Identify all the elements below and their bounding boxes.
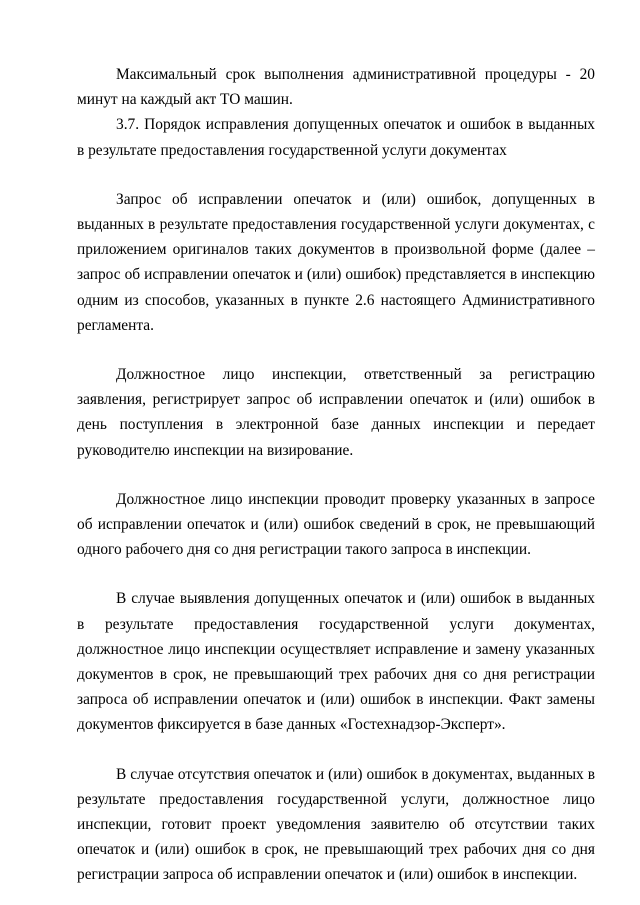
paragraph-registration: Должностное лицо инспекции, ответственный за регистрацию заявления, регистрирует запрос об исправлении опечаток и (или) ошибок в день поступления в электронной базе данных инспекции и передает руководителю инспекции на визирование. (77, 366, 595, 459)
document-page (77, 62, 595, 888)
paragraph-verification: Должностное лицо инспекции проводит проверку указанных в запросе об исправлении опечаток и (или) ошибок сведений в срок, не превышающий одного рабочего дня со дня регистрации такого запроса в инспекции. (77, 490, 595, 559)
paragraph-errors-found: В случае выявления допущенных опечаток и (или) ошибок в выданных в результате предоставления государственной услуги документах, должностное лицо инспекции осуществляет исправление и замену указанных документов в срок, не превышающий трех рабочих дня со дня регистрации запроса об исправлении опечаток и (или) ошибок в инспекции. Факт замены документов фиксируется в базе данных «Гостехнадзор-Эксперт». (77, 590, 595, 734)
paragraph-correction-request: Запрос об исправлении опечаток и (или) ошибок, допущенных в выданных в результате предоставления государственной услуги документах, с приложением оригиналов таких документов в произвольной форме (далее – запрос об исправлении опечаток и (или) ошибок) представляется в инспекцию одним из способов, указанных в пункте 2.6 настоящего Административного регламента. (77, 190, 595, 334)
section-heading-3-7: 3.7. Порядок исправления допущенных опечаток и ошибок в выданных в результате предоставления государственной услуги документах (77, 116, 595, 159)
paragraph-no-errors: В случае отсутствия опечаток и (или) ошибок в документах, выданных в результате предоставления государственной услуги, должностное лицо инспекции, готовит проект уведомления заявителю об отсутствии таких опечаток и (или) ошибок в срок, не превышающий трех рабочих дня со дня регистрации запроса об исправлении опечаток и (или) ошибок в инспекции. (77, 765, 595, 884)
paragraph-max-duration: Максимальный срок выполнения административной процедуры - 20 минут на каждый акт ТО машин. (77, 66, 595, 109)
